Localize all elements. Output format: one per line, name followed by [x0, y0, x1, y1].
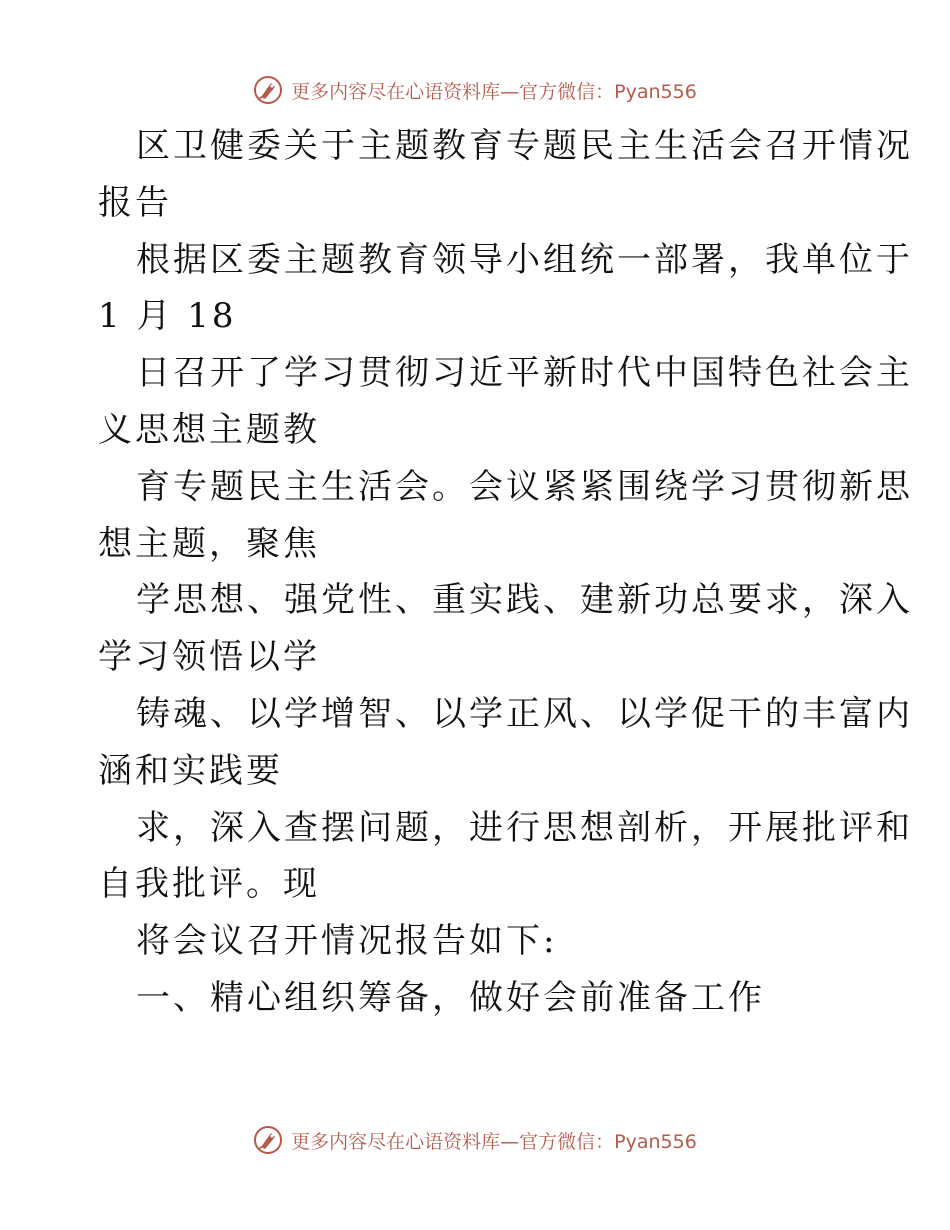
paragraph-line: 自我批评。现: [98, 864, 320, 905]
pen-nib-logo-icon: [253, 1125, 283, 1155]
header-banner-text: 更多内容尽在心语资料库—官方微信：Pyan556: [291, 80, 697, 103]
paragraph-line: 学思想、强党性、重实践、建新功总要求，深入: [136, 580, 913, 621]
paragraph-line: 将会议召开情况报告如下:: [136, 921, 558, 962]
document-body: [98, 118, 913, 1027]
pen-nib-logo-icon: [253, 75, 283, 105]
document-title-line-1: 区卫健委关于主题教育专题民主生活会召开情况: [136, 126, 913, 166]
section-heading: 一、精心组织筹备，做好会前准备工作: [136, 977, 765, 1018]
paragraph-line: 根据区委主题教育领导小组统一部署，我单位于: [136, 239, 913, 280]
header-banner: [0, 70, 950, 110]
paragraph-line: 求，深入查摆问题，进行思想剖析，开展批评和: [136, 807, 913, 848]
paragraph-line: 义思想主题教: [98, 409, 320, 450]
paragraph-line: 涵和实践要: [98, 750, 283, 791]
paragraph-line: 日召开了学习贯彻习近平新时代中国特色社会主: [136, 353, 913, 394]
paragraph-line: 1 月 18: [98, 296, 237, 337]
footer-banner: [0, 1120, 950, 1160]
paragraph-line: 育专题民主生活会。会议紧紧围绕学习贯彻新思: [136, 466, 913, 507]
paragraph-line: 铸魂、以学增智、以学正风、以学促干的丰富内: [136, 693, 913, 734]
document-title-line-2: 报告: [98, 182, 172, 223]
paragraph-line: 学习领悟以学: [98, 637, 320, 678]
paragraph-line: 想主题，聚焦: [98, 523, 320, 564]
footer-banner-text: 更多内容尽在心语资料库—官方微信：Pyan556: [291, 1130, 697, 1153]
